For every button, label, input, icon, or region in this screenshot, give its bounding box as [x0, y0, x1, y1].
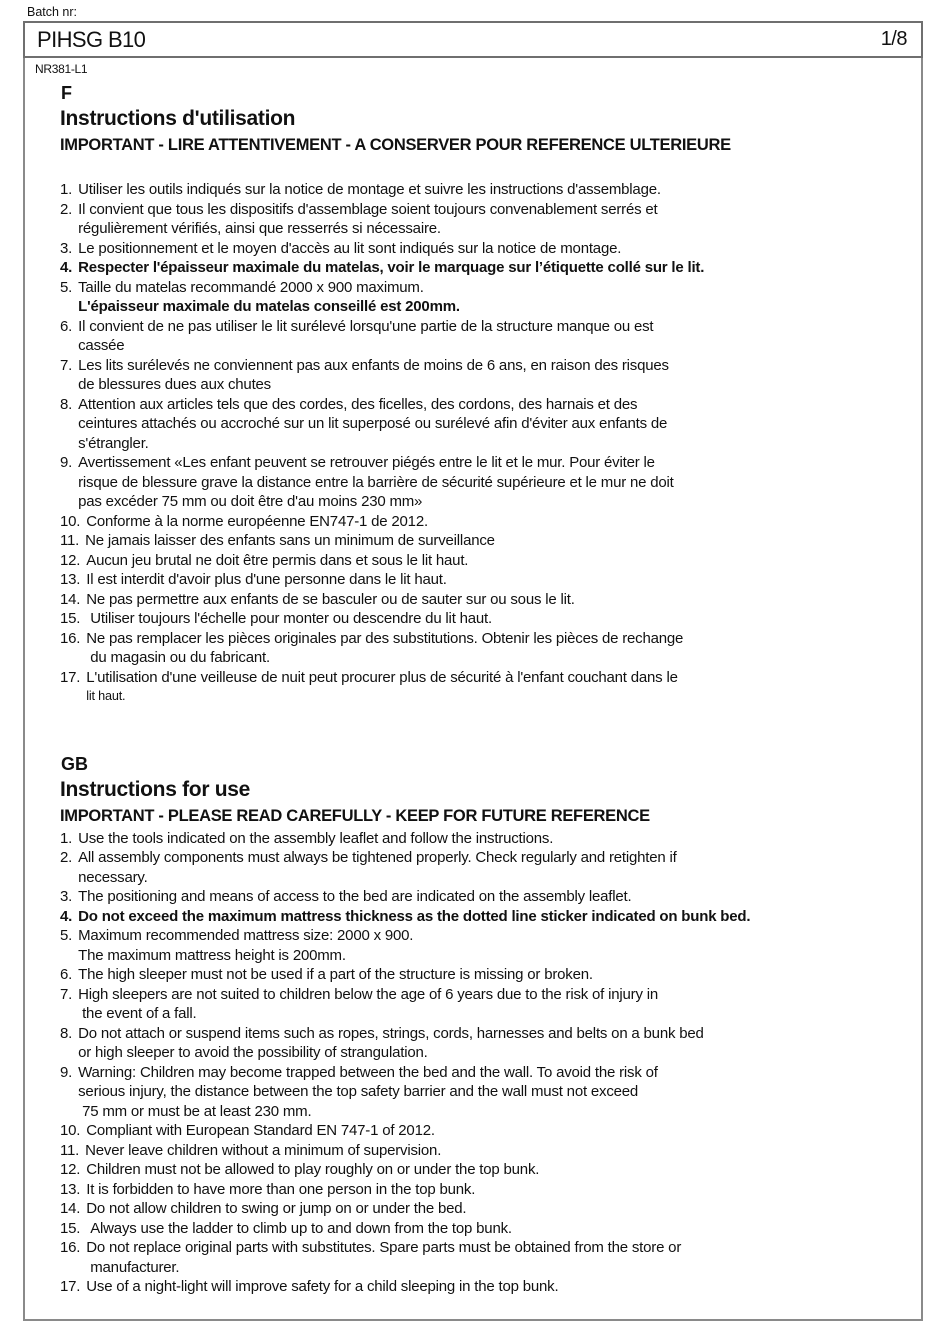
item-number: 16. — [60, 629, 81, 647]
item-line: Do not replace original parts with substitutes. Spare parts must be obtained from the store or — [86, 1239, 682, 1256]
item-number: 7. — [60, 356, 73, 374]
item-line: Ne pas remplacer les pièces originales par des substitutions. Obtenir les pièces de rechange — [86, 629, 684, 647]
instruction-item — [60, 1238, 903, 1277]
item-number: 9. — [60, 1063, 73, 1081]
item-text — [86, 1219, 903, 1239]
instruction-item — [60, 609, 903, 629]
item-line: Use of a night-light will improve safety for a child sleeping in the top bunk. — [86, 1278, 559, 1295]
item-line: du magasin ou du fabricant. — [86, 649, 270, 666]
important-notice: IMPORTANT - PLEASE READ CAREFULLY - KEEP FOR FUTURE REFERENCE — [60, 806, 650, 825]
language-section — [60, 753, 903, 1297]
instruction-list — [60, 180, 903, 707]
item-number: 10. — [60, 1122, 81, 1139]
item-line: It is forbidden to have more than one person in the top bunk. — [86, 1180, 476, 1198]
item-number: 9. — [60, 454, 73, 471]
item-line: Taille du matelas recommandé 2000 x 900 maximum. — [78, 278, 424, 296]
item-number: 3. — [60, 239, 73, 257]
item-line: cassée — [78, 337, 125, 354]
item-text — [78, 926, 903, 965]
instruction-item — [60, 1160, 903, 1180]
instruction-item — [60, 356, 903, 395]
product-code: PIHSG B10 — [37, 26, 146, 52]
item-text — [78, 239, 903, 259]
doc-ref-code: NR381-L1 — [35, 62, 88, 76]
item-number: 11. — [60, 1141, 80, 1159]
instruction-item — [60, 590, 903, 610]
item-number: 7. — [60, 985, 73, 1003]
instruction-item — [60, 668, 903, 707]
item-number: 14. — [60, 1200, 81, 1217]
item-number: 2. — [60, 849, 73, 866]
item-number: 5. — [60, 278, 73, 296]
item-line: Conforme à la norme européenne EN747-1 de 2012. — [86, 512, 428, 530]
item-text — [86, 1238, 903, 1277]
item-text — [86, 629, 903, 668]
item-line: the event of a fall. — [78, 1005, 197, 1022]
instruction-item — [60, 907, 903, 927]
item-number: 2. — [60, 200, 73, 218]
item-number: 10. — [60, 512, 81, 530]
item-number: 13. — [60, 1180, 81, 1198]
item-line: risque de blessure grave la distance entre la barrière de sécurité supérieure et le mur ne doit — [78, 473, 674, 491]
item-number: 8. — [60, 1024, 73, 1042]
item-text — [78, 258, 903, 278]
item-text — [86, 668, 903, 707]
instruction-item — [60, 239, 903, 259]
item-text — [86, 1160, 903, 1180]
item-text — [78, 848, 903, 887]
item-text — [86, 609, 903, 629]
instruction-item — [60, 1141, 903, 1161]
item-line: The maximum mattress height is 200mm. — [78, 946, 346, 964]
language-code: GB — [61, 753, 88, 774]
item-text — [78, 453, 903, 512]
item-text — [78, 278, 903, 317]
instruction-item — [60, 1121, 903, 1141]
section-title: Instructions for use — [60, 777, 251, 801]
item-line: L'utilisation d'une veilleuse de nuit peut procurer plus de sécurité à l'enfant couchant dans le — [86, 668, 678, 686]
item-line: manufacturer. — [86, 1258, 180, 1276]
instruction-item — [60, 629, 903, 668]
item-number: 15. — [60, 1219, 81, 1237]
item-text — [78, 200, 903, 239]
item-line: Use the tools indicated on the assembly leaflet and follow the instructions. — [78, 829, 554, 847]
content-box — [23, 58, 923, 1321]
instruction-item — [60, 1180, 903, 1200]
item-number: 8. — [60, 395, 73, 413]
item-text — [85, 531, 903, 551]
item-number: 12. — [60, 551, 81, 569]
item-number: 14. — [60, 590, 81, 608]
item-number: 4. — [60, 907, 73, 925]
instruction-item — [60, 887, 903, 907]
item-line: Do not exceed the maximum mattress thickness as the dotted line sticker indicated on bunk bed. — [78, 907, 751, 925]
instruction-item — [60, 985, 903, 1024]
item-line: Avertissement «Les enfant peuvent se retrouver piégés entre le lit et le mur. Pour éviter le — [78, 454, 655, 471]
instruction-item — [60, 1277, 903, 1297]
item-line: 75 mm or must be at least 230 mm. — [78, 1102, 312, 1120]
item-line: Il convient que tous les dispositifs d'assemblage soient toujours convenablement serrés et — [78, 200, 658, 218]
item-number: 6. — [60, 966, 73, 983]
item-text — [85, 1141, 903, 1161]
item-line: The positioning and means of access to the bed are indicated on the assembly leaflet. — [78, 888, 632, 905]
section-title: Instructions d'utilisation — [60, 107, 296, 130]
instruction-item — [60, 570, 903, 590]
item-number: 16. — [60, 1239, 81, 1256]
language-code: F — [61, 83, 72, 103]
item-line: All assembly components must always be tightened properly. Check regularly and retighten if — [78, 849, 677, 866]
sections-container — [35, 82, 903, 1297]
instruction-item — [60, 180, 903, 200]
item-line: Le positionnement et le moyen d'accès au lit sont indiqués sur la notice de montage. — [78, 239, 622, 257]
item-line: Warning: Children may become trapped between the bed and the wall. To avoid the risk of — [78, 1063, 658, 1081]
instruction-list — [60, 829, 903, 1297]
item-line: Never leave children without a minimum of supervision. — [85, 1141, 442, 1159]
item-line: Respecter l'épaisseur maximale du matelas, voir le marquage sur l’étiquette collé sur le lit. — [78, 259, 705, 276]
item-text — [86, 570, 903, 590]
item-text — [86, 551, 903, 571]
item-text — [78, 1063, 903, 1122]
instruction-item — [60, 1024, 903, 1063]
item-line: Maximum recommended mattress size: 2000 x 900. — [78, 927, 414, 944]
item-text — [78, 829, 903, 849]
item-number: 1. — [60, 829, 73, 847]
item-line: ceintures attachés ou accroché sur un lit superposé ou surélevé afin d'éviter aux enfants de — [78, 415, 668, 432]
item-text — [86, 1199, 903, 1219]
item-line: Il est interdit d'avoir plus d'une personne dans le lit haut. — [86, 571, 447, 588]
item-text — [86, 1277, 903, 1297]
item-line: Do not attach or suspend items such as ropes, strings, cords, harnesses and belts on a bunk bed — [78, 1024, 704, 1042]
item-line: lit haut. — [86, 689, 126, 703]
item-text — [78, 356, 903, 395]
item-line: serious injury, the distance between the top safety barrier and the wall must not exceed — [78, 1083, 639, 1100]
instruction-item — [60, 258, 903, 278]
item-number: 11. — [60, 532, 80, 549]
item-line: Utiliser toujours l'échelle pour monter ou descendre du lit haut. — [86, 610, 492, 627]
item-number: 15. — [60, 610, 81, 627]
item-text — [86, 512, 903, 532]
item-text — [86, 1180, 903, 1200]
instruction-item — [60, 453, 903, 512]
item-text — [86, 1121, 903, 1141]
item-line: régulièrement vérifiés, ainsi que resserrés si nécessaire. — [78, 220, 441, 237]
page-number: 1/8 — [880, 28, 907, 50]
item-line: The high sleeper must not be used if a part of the structure is missing or broken. — [78, 966, 593, 983]
important-notice: IMPORTANT - LIRE ATTENTIVEMENT - A CONSERVER POUR REFERENCE ULTERIEURE — [60, 136, 731, 154]
item-text — [78, 985, 903, 1024]
item-line: Les lits surélevés ne conviennent pas aux enfants de moins de 6 ans, en raison des risques — [78, 356, 669, 374]
item-text — [78, 887, 903, 907]
item-number: 4. — [60, 259, 73, 276]
instruction-item — [60, 512, 903, 532]
language-section — [60, 82, 903, 707]
item-line: Il convient de ne pas utiliser le lit surélevé lorsqu'une partie de la structure manque ou est — [78, 317, 654, 335]
item-line: L'épaisseur maximale du matelas conseillé est 200mm. — [78, 298, 460, 315]
item-line: Attention aux articles tels que des cordes, des ficelles, des cordons, des harnais et des — [78, 395, 638, 413]
item-text — [78, 1024, 903, 1063]
item-line: Always use the ladder to climb up to and down from the top bunk. — [86, 1219, 512, 1237]
instruction-item — [60, 200, 903, 239]
instruction-item — [60, 1063, 903, 1122]
item-line: High sleepers are not suited to children below the age of 6 years due to the risk of injury in — [78, 985, 658, 1003]
item-line: pas excéder 75 mm ou doit être d'au moins 230 mm» — [78, 493, 423, 510]
instruction-item — [60, 317, 903, 356]
item-text — [78, 395, 903, 454]
item-line: or high sleeper to avoid the possibility of strangulation. — [78, 1044, 428, 1061]
item-number: 3. — [60, 888, 73, 905]
item-number: 13. — [60, 571, 81, 588]
item-line: Ne jamais laisser des enfants sans un minimum de surveillance — [85, 532, 495, 549]
item-line: Children must not be allowed to play roughly on or under the top bunk. — [86, 1161, 540, 1178]
instruction-item — [60, 278, 903, 317]
instruction-item — [60, 1219, 903, 1239]
item-text — [86, 590, 903, 610]
item-number: 17. — [60, 668, 81, 686]
item-number: 6. — [60, 317, 73, 335]
instruction-item — [60, 1199, 903, 1219]
item-line: Do not allow children to swing or jump on or under the bed. — [86, 1200, 467, 1217]
item-line: Utiliser les outils indiqués sur la notice de montage et suivre les instructions d'assemblage. — [78, 181, 661, 198]
instruction-item — [60, 551, 903, 571]
title-box — [23, 21, 923, 58]
instruction-item — [60, 531, 903, 551]
instruction-item — [60, 965, 903, 985]
item-number: 5. — [60, 927, 73, 944]
item-number: 12. — [60, 1161, 81, 1178]
instruction-item — [60, 395, 903, 454]
batch-number-label: Batch nr: — [27, 5, 78, 19]
item-line: necessary. — [78, 868, 148, 886]
item-text — [78, 317, 903, 356]
item-line: Compliant with European Standard EN 747-1 of 2012. — [86, 1122, 435, 1139]
item-line: Aucun jeu brutal ne doit être permis dans et sous le lit haut. — [86, 551, 469, 569]
instruction-item — [60, 926, 903, 965]
item-text — [78, 965, 903, 985]
item-number: 1. — [60, 181, 73, 198]
item-line: Ne pas permettre aux enfants de se basculer ou de sauter sur ou sous le lit. — [86, 590, 575, 608]
item-text — [78, 180, 903, 200]
item-number: 17. — [60, 1278, 81, 1295]
instruction-item — [60, 848, 903, 887]
item-line: de blessures dues aux chutes — [78, 376, 271, 393]
item-line: s'étrangler. — [78, 434, 149, 452]
item-text — [78, 907, 903, 927]
instruction-item — [60, 829, 903, 849]
